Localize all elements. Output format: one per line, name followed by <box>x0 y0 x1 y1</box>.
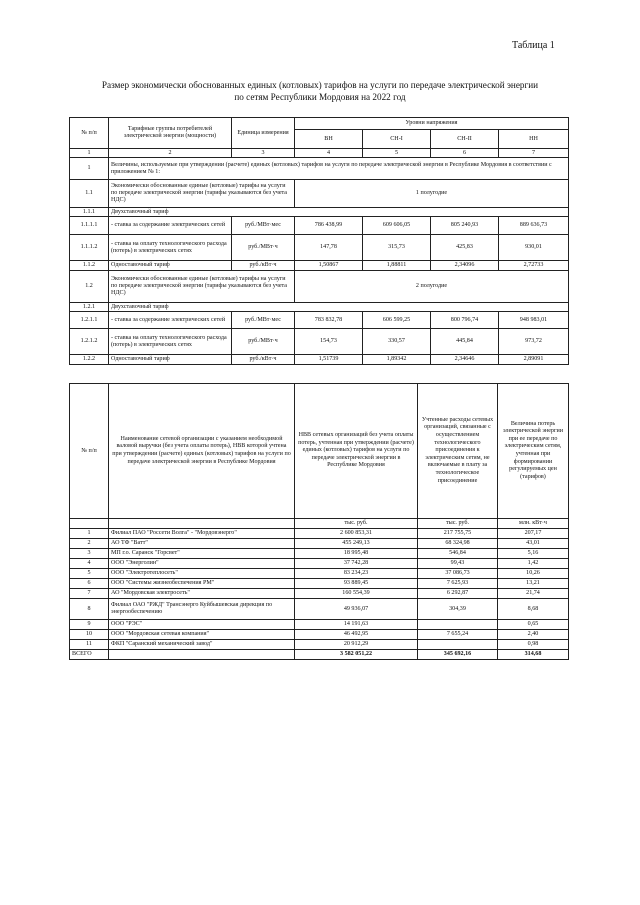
row-num: 7 <box>70 589 109 599</box>
value-vn: 147,78 <box>295 235 363 261</box>
row-text: Величины, используемые при утверждении (расчете) единых (котловых) тарифов на услуги по передаче электрической энергии в Республике Мордовия в соответствии с приложением № 1: <box>109 158 569 180</box>
organization-name: ФКП "Саранский механический завод" <box>109 640 295 650</box>
organization-name: ООО "Мордовская сетевая компания" <box>109 630 295 640</box>
organization-name: АО "Мордовская электросеть" <box>109 589 295 599</box>
nvv-value: 14 191,63 <box>295 620 418 630</box>
value-nn: 889 636,73 <box>499 217 569 235</box>
value-sn1: 330,57 <box>363 329 431 355</box>
value-sn2: 445,84 <box>431 329 499 355</box>
row-text: - ставка за содержание электрических сетей <box>109 312 232 329</box>
header-nn: НН <box>499 130 569 149</box>
col-index: 2 <box>109 149 232 158</box>
row-text: Двухставочный тариф <box>109 208 569 217</box>
total-nvv: 3 582 051,22 <box>295 650 418 660</box>
expenses-value: 68 324,98 <box>418 539 498 549</box>
period-label: 1 полугодие <box>295 180 569 208</box>
row-num: 1.1.1 <box>70 208 109 217</box>
table-row <box>70 599 569 620</box>
document-title <box>60 79 580 103</box>
losses-value: 43,01 <box>498 539 569 549</box>
table-row <box>70 630 569 640</box>
losses-value: 5,16 <box>498 549 569 559</box>
losses-value: 13,21 <box>498 579 569 589</box>
row-unit: руб./МВт·ч <box>232 329 295 355</box>
value-vn: 786 438,99 <box>295 217 363 235</box>
row-num: 6 <box>70 579 109 589</box>
expenses-value: 217 755,75 <box>418 529 498 539</box>
row-num: 1 <box>70 529 109 539</box>
expenses-value: 546,84 <box>418 549 498 559</box>
unit-spacer <box>109 519 295 529</box>
row-unit: руб./МВт·мес <box>232 312 295 329</box>
organization-name: ООО "Электротеплосеть" <box>109 569 295 579</box>
col-index: 1 <box>70 149 109 158</box>
header-sn2: СН-II <box>431 130 499 149</box>
expenses-value: 99,43 <box>418 559 498 569</box>
organization-name: Филиал ОАО "РЖД" Трансэнерго Куйбышевская дирекция по энергообеспечению <box>109 599 295 620</box>
losses-value: 21,74 <box>498 589 569 599</box>
header-num: № п/п <box>70 384 109 519</box>
value-sn1: 315,73 <box>363 235 431 261</box>
header-unit: Единица измерения <box>232 118 295 149</box>
value-nn: 2,72733 <box>499 261 569 271</box>
table-row <box>70 539 569 549</box>
col-index: 3 <box>232 149 295 158</box>
row-num: 1.1 <box>70 180 109 208</box>
value-vn: 1,50867 <box>295 261 363 271</box>
header-sn1: СН-I <box>363 130 431 149</box>
title-line-1: Размер экономически обоснованных единых (котловых) тарифов на услуги по передаче электрической энергии <box>101 80 539 90</box>
row-num: 1.2.1 <box>70 303 109 312</box>
losses-value: 8,68 <box>498 599 569 620</box>
organization-name: АО ТФ "Ватт" <box>109 539 295 549</box>
expenses-value: 6 292,87 <box>418 589 498 599</box>
value-vn: 783 832,78 <box>295 312 363 329</box>
losses-value: 10,26 <box>498 569 569 579</box>
table-row <box>70 559 569 569</box>
row-num: 4 <box>70 559 109 569</box>
table-row <box>70 569 569 579</box>
row-unit: руб./кВт·ч <box>232 261 295 271</box>
row-text: Двухставочный тариф <box>109 303 569 312</box>
table-row <box>70 579 569 589</box>
nvv-value: 83 234,23 <box>295 569 418 579</box>
unit-expenses: тыс. руб. <box>418 519 498 529</box>
row-num: 1.1.1.2 <box>70 235 109 261</box>
value-sn1: 606 599,25 <box>363 312 431 329</box>
nvv-value: 93 889,45 <box>295 579 418 589</box>
row-num: 5 <box>70 569 109 579</box>
value-sn1: 1,89342 <box>363 355 431 365</box>
nvv-value: 455 249,13 <box>295 539 418 549</box>
row-unit: руб./МВт·мес <box>232 217 295 235</box>
header-tech-connection-expenses: Учтенные расходы сетевых организаций, связанные с осуществлением технологического присоединения к электрическим сетям, не включаемые в плату за технологическое присоединение <box>418 384 498 519</box>
row-num: 1.2 <box>70 271 109 303</box>
row-text: Одноставочный тариф <box>109 355 232 365</box>
total-spacer <box>109 650 295 660</box>
row-unit: руб./кВт·ч <box>232 355 295 365</box>
row-num: 1.1.2 <box>70 261 109 271</box>
row-text: - ставка за содержание электрических сетей <box>109 217 232 235</box>
value-sn1: 1,88811 <box>363 261 431 271</box>
value-nn: 973,72 <box>499 329 569 355</box>
unit-losses: млн. кВт·ч <box>498 519 569 529</box>
row-num: 9 <box>70 620 109 630</box>
table-number-label: Таблица 1 <box>512 40 555 51</box>
row-text: Одноставочный тариф <box>109 261 232 271</box>
row-num: 1.1.1.1 <box>70 217 109 235</box>
value-vn: 154,73 <box>295 329 363 355</box>
row-num: 10 <box>70 630 109 640</box>
header-vn: ВН <box>295 130 363 149</box>
expenses-value: 37 086,73 <box>418 569 498 579</box>
expenses-value: 7 625,93 <box>418 579 498 589</box>
unit-spacer <box>70 519 109 529</box>
row-num: 3 <box>70 549 109 559</box>
row-num: 1.2.1.1 <box>70 312 109 329</box>
organization-name: МП г.о. Саранск "Горсвет" <box>109 549 295 559</box>
losses-value: 0,65 <box>498 620 569 630</box>
value-nn: 930,01 <box>499 235 569 261</box>
row-text: Экономически обоснованные единые (котловые) тарифы на услуги по передаче электрической энергии (тарифы указываются без учета НДС) <box>109 180 295 208</box>
header-energy-losses: Величина потерь электрической энергии при ее передаче по электрическим сетям, учтенная при формировании регулируемых цен (тарифов) <box>498 384 569 519</box>
expenses-value: 7 655,24 <box>418 630 498 640</box>
table-row <box>70 589 569 599</box>
nvv-value: 46 492,95 <box>295 630 418 640</box>
nvv-value: 20 912,29 <box>295 640 418 650</box>
header-num: № п/п <box>70 118 109 149</box>
col-index: 7 <box>499 149 569 158</box>
value-sn2: 805 240,93 <box>431 217 499 235</box>
nvv-value: 37 742,28 <box>295 559 418 569</box>
value-sn2: 800 796,74 <box>431 312 499 329</box>
total-expenses: 345 692,16 <box>418 650 498 660</box>
row-text: - ставка на оплату технологического расхода (потерь) в электрических сетях <box>109 329 232 355</box>
col-index: 6 <box>431 149 499 158</box>
header-nvv: НВВ сетевых организаций без учета оплаты потерь, учтенная при утверждении (расчете) единых (котловых) тарифов на услуги по передаче электрической энергии в Республике Мордовия <box>295 384 418 519</box>
row-text: - ставка на оплату технологического расхода (потерь) в электрических сетях <box>109 235 232 261</box>
table-row <box>70 620 569 630</box>
value-sn2: 2,34096 <box>431 261 499 271</box>
row-num: 1 <box>70 158 109 180</box>
nvv-value: 2 600 853,31 <box>295 529 418 539</box>
table-row <box>70 529 569 539</box>
header-consumer-group: Тарифные группы потребителей электрической энергии (мощности) <box>109 118 232 149</box>
expenses-value <box>418 620 498 630</box>
row-num: 1.2.1.2 <box>70 329 109 355</box>
organization-name: Филиал ПАО "Россети Волга" - "Мордовэнерго" <box>109 529 295 539</box>
value-sn1: 609 606,05 <box>363 217 431 235</box>
table-row <box>70 640 569 650</box>
row-num: 2 <box>70 539 109 549</box>
total-losses: 314,68 <box>498 650 569 660</box>
value-nn: 2,89091 <box>499 355 569 365</box>
losses-value: 207,17 <box>498 529 569 539</box>
value-sn2: 425,83 <box>431 235 499 261</box>
nvv-value: 18 995,48 <box>295 549 418 559</box>
organization-name: ООО "Энерголин" <box>109 559 295 569</box>
losses-value: 0,98 <box>498 640 569 650</box>
period-label: 2 полугодие <box>295 271 569 303</box>
total-label: ВСЕГО <box>70 650 109 660</box>
nvv-value: 160 554,39 <box>295 589 418 599</box>
title-line-2: по сетям Республики Мордовия на 2022 год <box>234 92 406 102</box>
row-unit: руб./МВт·ч <box>232 235 295 261</box>
table-row <box>70 549 569 559</box>
row-num: 1.2.2 <box>70 355 109 365</box>
row-num: 8 <box>70 599 109 620</box>
col-index: 5 <box>363 149 431 158</box>
expenses-value: 304,39 <box>418 599 498 620</box>
col-index: 4 <box>295 149 363 158</box>
row-num: 11 <box>70 640 109 650</box>
losses-value: 1,42 <box>498 559 569 569</box>
tariff-table <box>69 117 569 365</box>
header-organization: Наименование сетевой организации с указанием необходимой валовой выручки (без учета оплаты потерь), НВВ которой учтена при утверждении (расчете) единых (котловых) тарифов на услуги по передаче электрической энергии в Республике Мордовия <box>109 384 295 519</box>
header-voltage-levels: Уровни напряжения <box>295 118 569 130</box>
organization-name: ООО "Системы жизнеобеспечения РМ" <box>109 579 295 589</box>
expenses-value <box>418 640 498 650</box>
value-nn: 948 983,01 <box>499 312 569 329</box>
losses-value: 2,40 <box>498 630 569 640</box>
row-text: Экономически обоснованные единые (котловые) тарифы на услуги по передаче электрической энергии (тарифы указываются без учета НДС) <box>109 271 295 303</box>
value-vn: 1,51739 <box>295 355 363 365</box>
value-sn2: 2,34646 <box>431 355 499 365</box>
organization-name: ООО "РЭС" <box>109 620 295 630</box>
nvv-value: 49 936,07 <box>295 599 418 620</box>
network-organizations-table <box>69 383 569 660</box>
unit-nvv: тыс. руб. <box>295 519 418 529</box>
